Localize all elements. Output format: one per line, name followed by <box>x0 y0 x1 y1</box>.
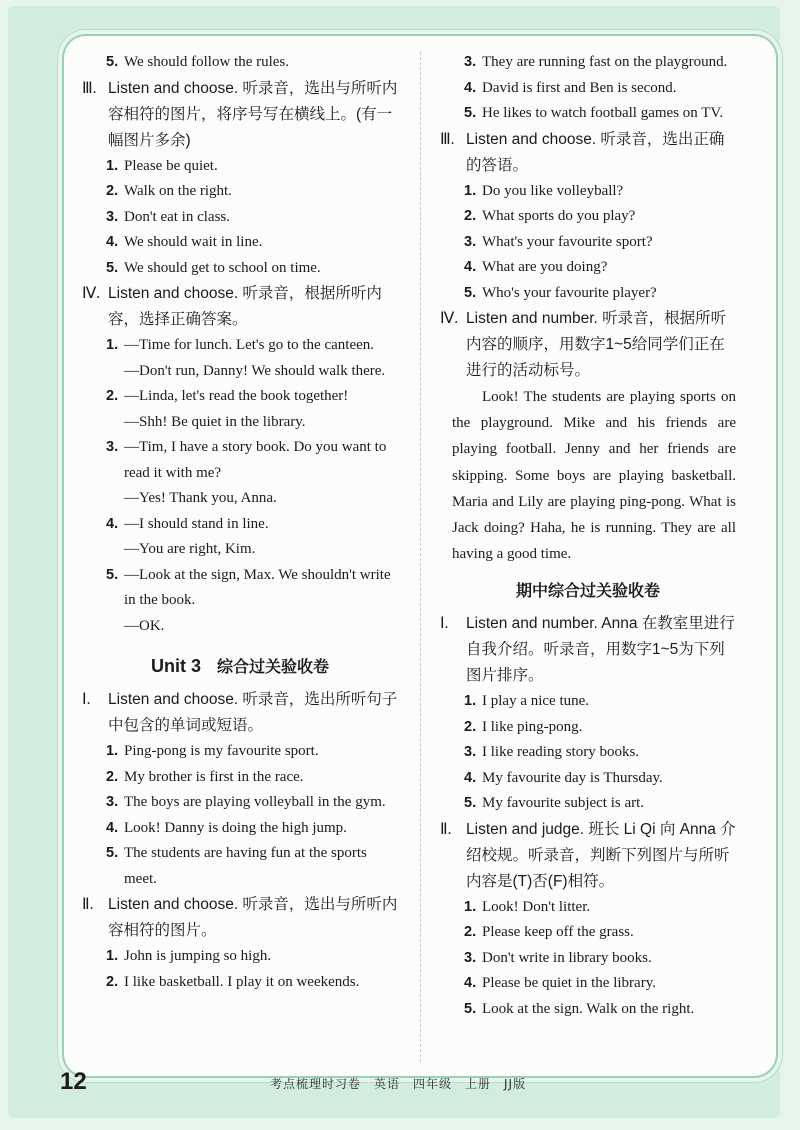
list-item: 2. What sports do you play? <box>464 208 636 224</box>
list-item: 4. What are you doing? <box>464 259 608 275</box>
unit3-section-1 <box>82 687 398 892</box>
midterm-section-1 <box>440 611 736 817</box>
carry-over-list-right <box>440 50 736 127</box>
list-item: 3. Don't write in library books. <box>464 949 652 966</box>
list-item: 1. John is jumping so high. <box>106 948 272 964</box>
list-item: 5. We should get to school on time. <box>106 259 321 276</box>
midterm-section-2 <box>440 817 736 1023</box>
unit-3-title: Unit 3 综合过关验收卷 <box>150 656 330 676</box>
list-item: 5. He likes to watch football games on TV. <box>464 105 724 121</box>
list-item: 3. Don't eat in class. <box>106 208 231 225</box>
right-column <box>440 50 736 1022</box>
page-footer <box>60 1070 760 1096</box>
carry-over-list-left <box>82 50 398 76</box>
list-item: 5. Look at the sign. Walk on the right. <box>464 1000 695 1017</box>
section-heading: Ⅳ. Listen and choose. 听录音，根据所听内容，选择正确答案。 <box>82 285 382 328</box>
midterm-title: 期中综合过关验收卷 <box>515 583 660 601</box>
section-4-right <box>440 306 736 567</box>
list-item: 5. Who's your favourite player? <box>464 284 657 301</box>
list-item: 1. Do you like volleyball? <box>464 182 624 199</box>
list-item: 5. The students are having fun at the sports meet. <box>106 845 367 887</box>
dialog-item: 5. —Look at the sign, Max. We shouldn't write in the book. —OK. <box>106 566 391 634</box>
book-title: 考点梳理时习卷 英语 四年级 上册 JJ版 <box>270 1077 527 1091</box>
list-item: 1. Look! Don't litter. <box>464 898 591 915</box>
list-item: 1. Ping-pong is my favourite sport. <box>106 743 319 759</box>
section-4-left <box>82 281 398 639</box>
list-item: 4. We should wait in line. <box>106 234 263 250</box>
dialog-item: 3. —Tim, I have a story book. Do you want to read it with me? —Yes! Thank you, Anna. <box>106 439 387 506</box>
list-item: 3. What's your favourite sport? <box>464 233 653 250</box>
dialog-item: 4. —I should stand in line. —You are right, Kim. <box>106 515 269 557</box>
list-item: 3. They are running fast on the playground. <box>464 54 728 70</box>
list-item: 5. My favourite subject is art. <box>464 795 645 812</box>
list-item: 1. Please be quiet. <box>106 157 218 174</box>
list-item: 2. My brother is first in the race. <box>106 768 304 785</box>
list-item: 2. I like ping-pong. <box>464 718 583 735</box>
list-item: 2. Please keep off the grass. <box>464 924 634 941</box>
section-3-right <box>440 127 736 307</box>
section-heading: Ⅰ. Listen and choose. 听录音，选出所听句子中包含的单词或短语。 <box>82 691 398 734</box>
list-item: 3. I like reading story books. <box>464 744 640 761</box>
list-item: 4. My favourite day is Thursday. <box>464 769 663 786</box>
left-column <box>82 50 398 995</box>
section-heading: Ⅰ. Listen and number. Anna 在教室里进行自我介绍。听录音，用数字1~5为下列图片排序。 <box>440 615 735 685</box>
unit3-section-2 <box>82 892 398 995</box>
list-item: 4. Please be quiet in the library. <box>464 975 656 992</box>
list-item: 4. David is first and Ben is second. <box>464 79 677 96</box>
dialog-item: 2. —Linda, let's read the book together! —Shh! Be quiet in the library. <box>106 388 349 430</box>
section-heading: Ⅱ. Listen and judge. 班长 Li Qi 向 Anna 介绍校规。听录音，判断下列图片与所听内容是(T)否(F)相符。 <box>440 820 736 890</box>
listening-passage: Look! The students are playing sports on the playground. Mike and his friends are playing football. Jenny and her friends are skipping. Some boys are playing basketball. Maria and Lily are playing ping-pong. What is Jack doing? Haha, he is running. They are all having a good time. <box>452 389 736 563</box>
column-divider <box>420 52 421 1062</box>
section-heading: Ⅳ. Listen and number. 听录音，根据所听内容的顺序，用数字1~5给同学们正在进行的活动标号。 <box>440 310 727 379</box>
list-item: 1. I play a nice tune. <box>464 693 590 710</box>
section-heading: Ⅲ. Listen and choose. 听录音，选出与所听内容相符的图片，将序号写在横线上。(有一幅图片多余) <box>82 79 398 149</box>
dialog-item: 1. —Time for lunch. Let's go to the canteen. —Don't run, Danny! We should walk there. <box>106 337 386 379</box>
list-item: 4. Look! Danny is doing the high jump. <box>106 819 347 836</box>
list-item: 5. We should follow the rules. <box>106 54 290 70</box>
list-item: 3. The boys are playing volleyball in the gym. <box>106 794 386 810</box>
list-item: 2. Walk on the right. <box>106 183 232 199</box>
section-heading: Ⅱ. Listen and choose. 听录音，选出与所听内容相符的图片。 <box>82 896 398 939</box>
section-heading: Ⅲ. Listen and choose. 听录音，选出正确的答语。 <box>440 130 725 174</box>
page-number: 12 <box>60 1068 87 1095</box>
section-3-left <box>82 76 398 282</box>
list-item: 2. I like basketball. I play it on weekends. <box>106 973 360 990</box>
